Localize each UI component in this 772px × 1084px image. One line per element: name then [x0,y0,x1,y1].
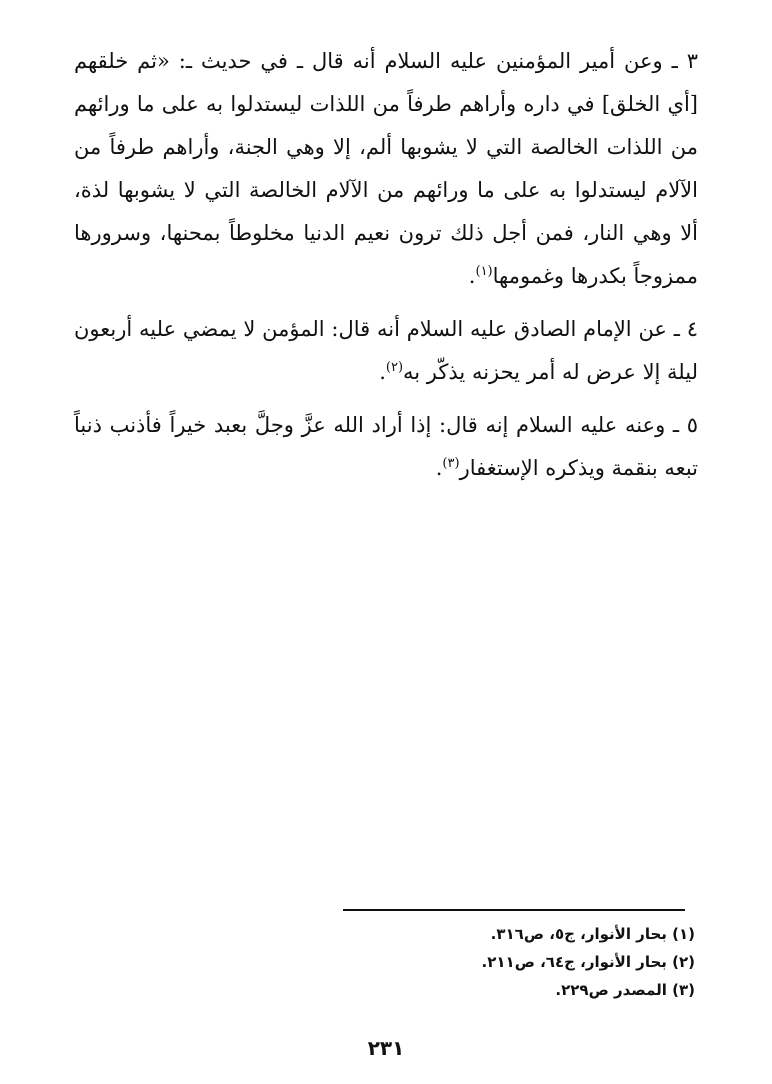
paragraph-5: ٥ ـ وعنه عليه السلام إنه قال: إذا أراد الله عزَّ وجلَّ بعبد خيراً فأذنب ذنباً تبعه بنقمة ويذكره الإستغفار$^{(٣)}$. [74,413,698,480]
footnote-3: (٣) المصدر ص٢٢٩. [555,981,695,999]
footnote-ref-2[interactable]: (٢) [385,360,404,375]
paragraph-3-text: ٣ ـ وعن أمير المؤمنين عليه السلام أنه قال ـ في حديث ـ: «ثم خلقهم [أي الخلق] في داره وأراهم طرفاً من اللذات ليستدلوا به على ما ورائهم من اللذات الخالصة التي لا يشوبها ألم، إلا وهي الجنة، وأراهم طرفاً من الآلام ليستدلوا به على ما ورائهم من الآلام الخالصة التي لا يشوبها لذة، ألا وهي النار، فمن أجل ذلك ترون نعيم الدنيا مخلوطاً بمحنها، وسرورها ممزوجاً بكدرها وغمومها [74,49,698,288]
paragraph-5-text: ٥ ـ وعنه عليه السلام إنه قال: إذا أراد الله عزَّ وجلَّ بعبد خيراً فأذنب ذنباً تبعه بنقمة ويذكره الإستغفار [74,413,698,480]
paragraph-4-text: ٤ ـ عن الإمام الصادق عليه السلام أنه قال: المؤمن لا يمضي عليه أربعون ليلة إلا عرض له أمر يحزنه يذكّر به [74,317,698,384]
footnotes [300,920,695,1004]
main-text [74,40,698,500]
footnote-1: (١) بحار الأنوار، ج٥، ص٣١٦. [490,925,695,943]
footnote-ref-3[interactable]: (٣) [442,456,460,471]
footnote-ref-1[interactable]: (١) [475,264,493,279]
paragraph-3: ٣ ـ وعن أمير المؤمنين عليه السلام أنه قال ـ في حديث ـ: «ثم خلقهم [أي الخلق] في داره وأراهم طرفاً من اللذات ليستدلوا به على ما ورائهم من اللذات الخالصة التي لا يشوبها ألم، إلا وهي الجنة، وأراهم طرفاً من الآلام ليستدلوا به على ما ورائهم من الآلام الخالصة التي لا يشوبها لذة، ألا وهي النار، فمن أجل ذلك ترون نعيم الدنيا مخلوطاً بمحنها، وسرورها ممزوجاً بكدرها وغمومها$^{(١)}$. [74,49,698,288]
footnote-2: (٢) بحار الأنوار، ج٦٤، ص٢١١. [481,953,695,971]
paragraph-4: ٤ ـ عن الإمام الصادق عليه السلام أنه قال: المؤمن لا يمضي عليه أربعون ليلة إلا عرض له أمر يحزنه يذكّر به$^{(٢)}$. [74,317,698,384]
footnote-divider [343,909,685,911]
page-number: ٢٣١ [367,1036,405,1060]
